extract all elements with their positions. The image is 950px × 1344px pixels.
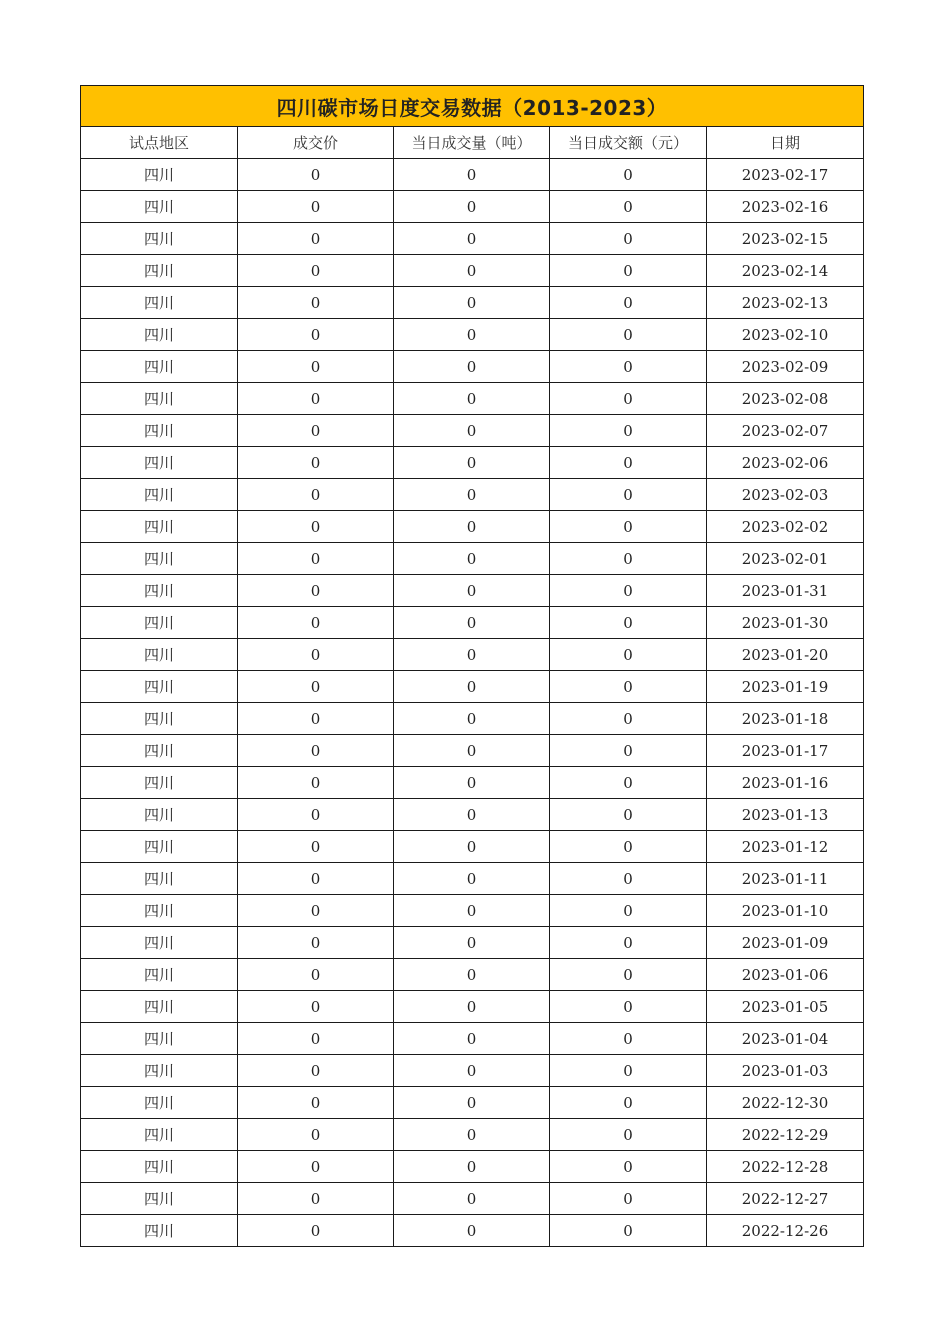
cell-price: 0 [238, 607, 394, 639]
cell-volume: 0 [394, 991, 550, 1023]
cell-date: 2023-02-10 [707, 319, 864, 351]
cell-amount: 0 [550, 1215, 707, 1247]
cell-region: 四川 [81, 319, 238, 351]
cell-region: 四川 [81, 415, 238, 447]
cell-amount: 0 [550, 607, 707, 639]
cell-date: 2023-02-14 [707, 255, 864, 287]
cell-price: 0 [238, 543, 394, 575]
cell-price: 0 [238, 831, 394, 863]
table-row [81, 255, 864, 287]
cell-region: 四川 [81, 1087, 238, 1119]
cell-price: 0 [238, 863, 394, 895]
cell-price: 0 [238, 287, 394, 319]
table-row [81, 319, 864, 351]
cell-region: 四川 [81, 1183, 238, 1215]
cell-volume: 0 [394, 1151, 550, 1183]
table-row [81, 991, 864, 1023]
cell-price: 0 [238, 1215, 394, 1247]
cell-price: 0 [238, 319, 394, 351]
cell-date: 2023-01-31 [707, 575, 864, 607]
cell-region: 四川 [81, 799, 238, 831]
cell-region: 四川 [81, 863, 238, 895]
cell-price: 0 [238, 735, 394, 767]
column-header-volume: 当日成交量（吨） [394, 127, 550, 159]
table-row [81, 959, 864, 991]
cell-amount: 0 [550, 287, 707, 319]
cell-region: 四川 [81, 255, 238, 287]
cell-price: 0 [238, 383, 394, 415]
cell-volume: 0 [394, 479, 550, 511]
cell-price: 0 [238, 479, 394, 511]
cell-amount: 0 [550, 319, 707, 351]
cell-volume: 0 [394, 575, 550, 607]
cell-volume: 0 [394, 1119, 550, 1151]
cell-region: 四川 [81, 703, 238, 735]
cell-amount: 0 [550, 383, 707, 415]
cell-date: 2022-12-30 [707, 1087, 864, 1119]
cell-date: 2023-02-03 [707, 479, 864, 511]
cell-date: 2023-02-06 [707, 447, 864, 479]
cell-amount: 0 [550, 703, 707, 735]
cell-price: 0 [238, 415, 394, 447]
cell-date: 2023-01-19 [707, 671, 864, 703]
cell-price: 0 [238, 1183, 394, 1215]
cell-amount: 0 [550, 895, 707, 927]
cell-date: 2023-02-01 [707, 543, 864, 575]
cell-region: 四川 [81, 991, 238, 1023]
table-row [81, 863, 864, 895]
cell-volume: 0 [394, 191, 550, 223]
cell-price: 0 [238, 799, 394, 831]
cell-volume: 0 [394, 255, 550, 287]
table-row [81, 159, 864, 191]
table-row [81, 511, 864, 543]
table-row [81, 895, 864, 927]
cell-region: 四川 [81, 767, 238, 799]
table-row [81, 1183, 864, 1215]
column-header-region: 试点地区 [81, 127, 238, 159]
cell-date: 2023-02-02 [707, 511, 864, 543]
cell-amount: 0 [550, 863, 707, 895]
cell-region: 四川 [81, 1119, 238, 1151]
cell-volume: 0 [394, 287, 550, 319]
cell-amount: 0 [550, 1087, 707, 1119]
cell-date: 2023-01-06 [707, 959, 864, 991]
cell-price: 0 [238, 351, 394, 383]
cell-volume: 0 [394, 511, 550, 543]
cell-volume: 0 [394, 543, 550, 575]
cell-region: 四川 [81, 831, 238, 863]
cell-price: 0 [238, 767, 394, 799]
table-row [81, 575, 864, 607]
cell-region: 四川 [81, 511, 238, 543]
cell-amount: 0 [550, 1055, 707, 1087]
cell-date: 2023-01-20 [707, 639, 864, 671]
cell-region: 四川 [81, 895, 238, 927]
cell-date: 2023-01-10 [707, 895, 864, 927]
table-title: 四川碳市场日度交易数据（2013-2023） [81, 86, 864, 127]
cell-region: 四川 [81, 1151, 238, 1183]
cell-amount: 0 [550, 1119, 707, 1151]
cell-date: 2023-01-09 [707, 927, 864, 959]
cell-price: 0 [238, 991, 394, 1023]
table-row [81, 1119, 864, 1151]
title-row [81, 86, 864, 127]
cell-amount: 0 [550, 159, 707, 191]
cell-price: 0 [238, 447, 394, 479]
column-header-date: 日期 [707, 127, 864, 159]
cell-date: 2023-02-15 [707, 223, 864, 255]
cell-price: 0 [238, 895, 394, 927]
cell-region: 四川 [81, 191, 238, 223]
cell-date: 2023-01-13 [707, 799, 864, 831]
cell-price: 0 [238, 1087, 394, 1119]
table-row [81, 223, 864, 255]
cell-amount: 0 [550, 959, 707, 991]
cell-amount: 0 [550, 223, 707, 255]
cell-volume: 0 [394, 1087, 550, 1119]
cell-volume: 0 [394, 927, 550, 959]
cell-amount: 0 [550, 991, 707, 1023]
column-header-amount: 当日成交额（元） [550, 127, 707, 159]
cell-amount: 0 [550, 927, 707, 959]
cell-volume: 0 [394, 735, 550, 767]
cell-date: 2023-01-30 [707, 607, 864, 639]
cell-region: 四川 [81, 607, 238, 639]
cell-region: 四川 [81, 543, 238, 575]
cell-date: 2023-02-16 [707, 191, 864, 223]
cell-date: 2023-01-18 [707, 703, 864, 735]
cell-amount: 0 [550, 799, 707, 831]
cell-amount: 0 [550, 255, 707, 287]
cell-date: 2023-02-17 [707, 159, 864, 191]
cell-date: 2023-01-04 [707, 1023, 864, 1055]
table-row [81, 639, 864, 671]
cell-region: 四川 [81, 1055, 238, 1087]
cell-region: 四川 [81, 159, 238, 191]
cell-region: 四川 [81, 1023, 238, 1055]
cell-region: 四川 [81, 735, 238, 767]
cell-amount: 0 [550, 575, 707, 607]
table-row [81, 191, 864, 223]
table-row [81, 927, 864, 959]
cell-date: 2023-01-12 [707, 831, 864, 863]
cell-region: 四川 [81, 1215, 238, 1247]
cell-volume: 0 [394, 319, 550, 351]
cell-price: 0 [238, 223, 394, 255]
table-row [81, 703, 864, 735]
cell-amount: 0 [550, 1183, 707, 1215]
table-row [81, 351, 864, 383]
cell-date: 2023-01-17 [707, 735, 864, 767]
cell-date: 2022-12-26 [707, 1215, 864, 1247]
cell-region: 四川 [81, 575, 238, 607]
cell-date: 2023-01-16 [707, 767, 864, 799]
cell-region: 四川 [81, 639, 238, 671]
cell-region: 四川 [81, 927, 238, 959]
cell-amount: 0 [550, 479, 707, 511]
table-row [81, 383, 864, 415]
cell-volume: 0 [394, 671, 550, 703]
cell-date: 2022-12-28 [707, 1151, 864, 1183]
table-row [81, 447, 864, 479]
cell-price: 0 [238, 1119, 394, 1151]
cell-region: 四川 [81, 959, 238, 991]
cell-amount: 0 [550, 671, 707, 703]
cell-price: 0 [238, 671, 394, 703]
cell-price: 0 [238, 511, 394, 543]
table-row [81, 831, 864, 863]
cell-volume: 0 [394, 895, 550, 927]
cell-amount: 0 [550, 511, 707, 543]
table-row [81, 543, 864, 575]
cell-volume: 0 [394, 1183, 550, 1215]
cell-region: 四川 [81, 223, 238, 255]
cell-amount: 0 [550, 543, 707, 575]
table-row [81, 767, 864, 799]
cell-region: 四川 [81, 351, 238, 383]
cell-volume: 0 [394, 863, 550, 895]
cell-volume: 0 [394, 767, 550, 799]
cell-amount: 0 [550, 447, 707, 479]
cell-volume: 0 [394, 959, 550, 991]
cell-volume: 0 [394, 159, 550, 191]
cell-price: 0 [238, 159, 394, 191]
cell-amount: 0 [550, 1151, 707, 1183]
table-row [81, 1151, 864, 1183]
cell-amount: 0 [550, 1023, 707, 1055]
header-row [81, 127, 864, 159]
table-row [81, 1087, 864, 1119]
table-row [81, 1023, 864, 1055]
table-row [81, 1215, 864, 1247]
table-row [81, 735, 864, 767]
cell-amount: 0 [550, 735, 707, 767]
cell-price: 0 [238, 959, 394, 991]
column-header-price: 成交价 [238, 127, 394, 159]
cell-date: 2023-02-09 [707, 351, 864, 383]
cell-volume: 0 [394, 351, 550, 383]
cell-price: 0 [238, 1055, 394, 1087]
cell-region: 四川 [81, 479, 238, 511]
cell-price: 0 [238, 255, 394, 287]
table-row [81, 479, 864, 511]
table-row [81, 671, 864, 703]
table-row [81, 607, 864, 639]
cell-region: 四川 [81, 447, 238, 479]
cell-volume: 0 [394, 639, 550, 671]
cell-date: 2023-01-05 [707, 991, 864, 1023]
cell-price: 0 [238, 927, 394, 959]
cell-price: 0 [238, 575, 394, 607]
cell-region: 四川 [81, 671, 238, 703]
cell-amount: 0 [550, 767, 707, 799]
cell-amount: 0 [550, 831, 707, 863]
cell-region: 四川 [81, 383, 238, 415]
cell-price: 0 [238, 639, 394, 671]
cell-amount: 0 [550, 191, 707, 223]
cell-date: 2023-02-07 [707, 415, 864, 447]
cell-date: 2023-01-11 [707, 863, 864, 895]
cell-date: 2022-12-29 [707, 1119, 864, 1151]
cell-amount: 0 [550, 639, 707, 671]
cell-date: 2022-12-27 [707, 1183, 864, 1215]
table-row [81, 415, 864, 447]
cell-region: 四川 [81, 287, 238, 319]
trading-data-table [80, 85, 864, 1247]
cell-volume: 0 [394, 383, 550, 415]
table-body [81, 159, 864, 1247]
cell-volume: 0 [394, 223, 550, 255]
cell-volume: 0 [394, 703, 550, 735]
table-row [81, 1055, 864, 1087]
cell-amount: 0 [550, 415, 707, 447]
cell-volume: 0 [394, 831, 550, 863]
cell-date: 2023-02-13 [707, 287, 864, 319]
cell-volume: 0 [394, 415, 550, 447]
cell-price: 0 [238, 191, 394, 223]
table-row [81, 287, 864, 319]
cell-volume: 0 [394, 799, 550, 831]
cell-date: 2023-02-08 [707, 383, 864, 415]
cell-volume: 0 [394, 447, 550, 479]
cell-price: 0 [238, 703, 394, 735]
cell-volume: 0 [394, 1215, 550, 1247]
cell-price: 0 [238, 1023, 394, 1055]
cell-volume: 0 [394, 1023, 550, 1055]
cell-volume: 0 [394, 607, 550, 639]
cell-price: 0 [238, 1151, 394, 1183]
cell-date: 2023-01-03 [707, 1055, 864, 1087]
cell-amount: 0 [550, 351, 707, 383]
table-row [81, 799, 864, 831]
cell-volume: 0 [394, 1055, 550, 1087]
